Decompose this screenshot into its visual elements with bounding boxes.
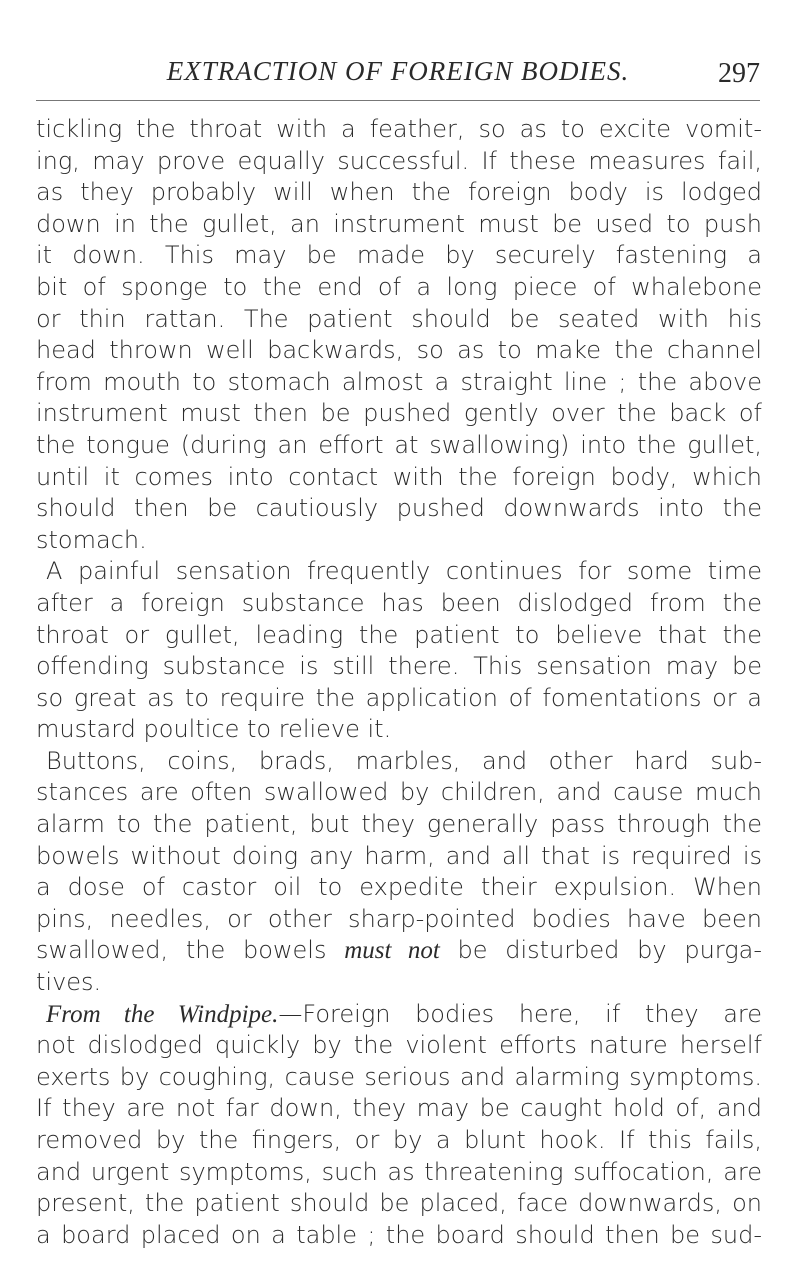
text-line: stances are often swallowed by children, and cause much	[36, 778, 762, 807]
text-line: ing, may prove equally successful. If these measures fail,	[36, 146, 762, 175]
header-rule	[36, 100, 760, 101]
text-line: alarm to the patient, but they generally pass through the	[36, 810, 762, 839]
text-line: mustard poultice to relieve it.	[36, 715, 392, 744]
paragraph-2	[36, 556, 762, 746]
text-line: stomach.	[36, 525, 147, 554]
text-line-emphasis	[36, 935, 762, 967]
text-line: throat or gullet, leading the patient to believe that the	[36, 620, 762, 649]
text-line: after a foreign substance has been dislodged from the	[36, 588, 762, 617]
text-line: bowels without doing any harm, and all that is required is	[36, 841, 762, 870]
text-fragment: be disturbed by purga-	[439, 936, 762, 965]
text-line: head thrown well backwards, so as to make the channel	[36, 336, 762, 365]
text-line: not dislodged quickly by the violent efforts nature herself	[36, 1031, 762, 1060]
paragraph-4	[36, 999, 762, 1252]
text-line: bit of sponge to the end of a long piece of whalebone	[36, 272, 762, 301]
emphasis-text: must not	[344, 937, 440, 965]
body-text	[36, 114, 762, 1251]
text-line: offending substance is still there. This sensation may be	[36, 652, 762, 681]
paragraph-1	[36, 114, 762, 556]
running-head	[36, 52, 760, 92]
section-heading: From the Windpipe.	[46, 1000, 279, 1028]
text-line: the tongue (during an effort at swallowing) into the gullet,	[36, 430, 762, 459]
text-line: so great as to require the application of fomentations or a	[36, 683, 762, 712]
text-line: exerts by coughing, cause serious and alarming symptoms.	[36, 1062, 762, 1091]
text-line: a board placed on a table ; the board should then be sud-	[36, 1220, 762, 1249]
text-line: should then be cautiously pushed downwards into the	[36, 494, 762, 523]
text-line: tives.	[36, 968, 102, 997]
text-line: it down. This may be made by securely fastening a	[36, 241, 762, 270]
page-number: 297	[718, 58, 760, 89]
text-line: present, the patient should be placed, face downwards, on	[36, 1189, 762, 1218]
text-line: down in the gullet, an instrument must be used to push	[36, 209, 762, 238]
text-line: Buttons, coins, brads, marbles, and other hard sub-	[46, 746, 762, 775]
text-line: from mouth to stomach almost a straight line ; the above	[36, 367, 762, 396]
text-line: a dose of castor oil to expedite their expulsion. When	[36, 873, 762, 902]
text-fragment: —Foreign bodies here, if they are	[278, 999, 763, 1028]
text-line: and urgent symptoms, such as threatening suffocation, are	[36, 1157, 762, 1186]
text-line: as they probably will when the foreign body is lodged	[36, 178, 762, 207]
paragraph-3	[36, 746, 762, 999]
running-title: EXTRACTION OF FOREIGN BODIES.	[166, 56, 630, 86]
text-line: If they are not far down, they may be caught hold of, and	[36, 1094, 762, 1123]
text-line: removed by the fingers, or by a blunt hook. If this fails,	[36, 1126, 762, 1154]
text-line: instrument must then be pushed gently over the back of	[36, 399, 762, 428]
text-line: or thin rattan. The patient should be seated with his	[36, 304, 762, 333]
text-line: A painful sensation frequently continues for some time	[46, 557, 762, 586]
text-fragment: swallowed, the bowels	[36, 936, 345, 965]
section-heading-line	[36, 999, 762, 1031]
text-line: tickling the throat with a feather, so as to excite vomit-	[36, 115, 762, 143]
text-line: until it comes into contact with the foreign body, which	[36, 462, 762, 491]
text-line: pins, needles, or other sharp-pointed bodies have been	[36, 904, 762, 933]
